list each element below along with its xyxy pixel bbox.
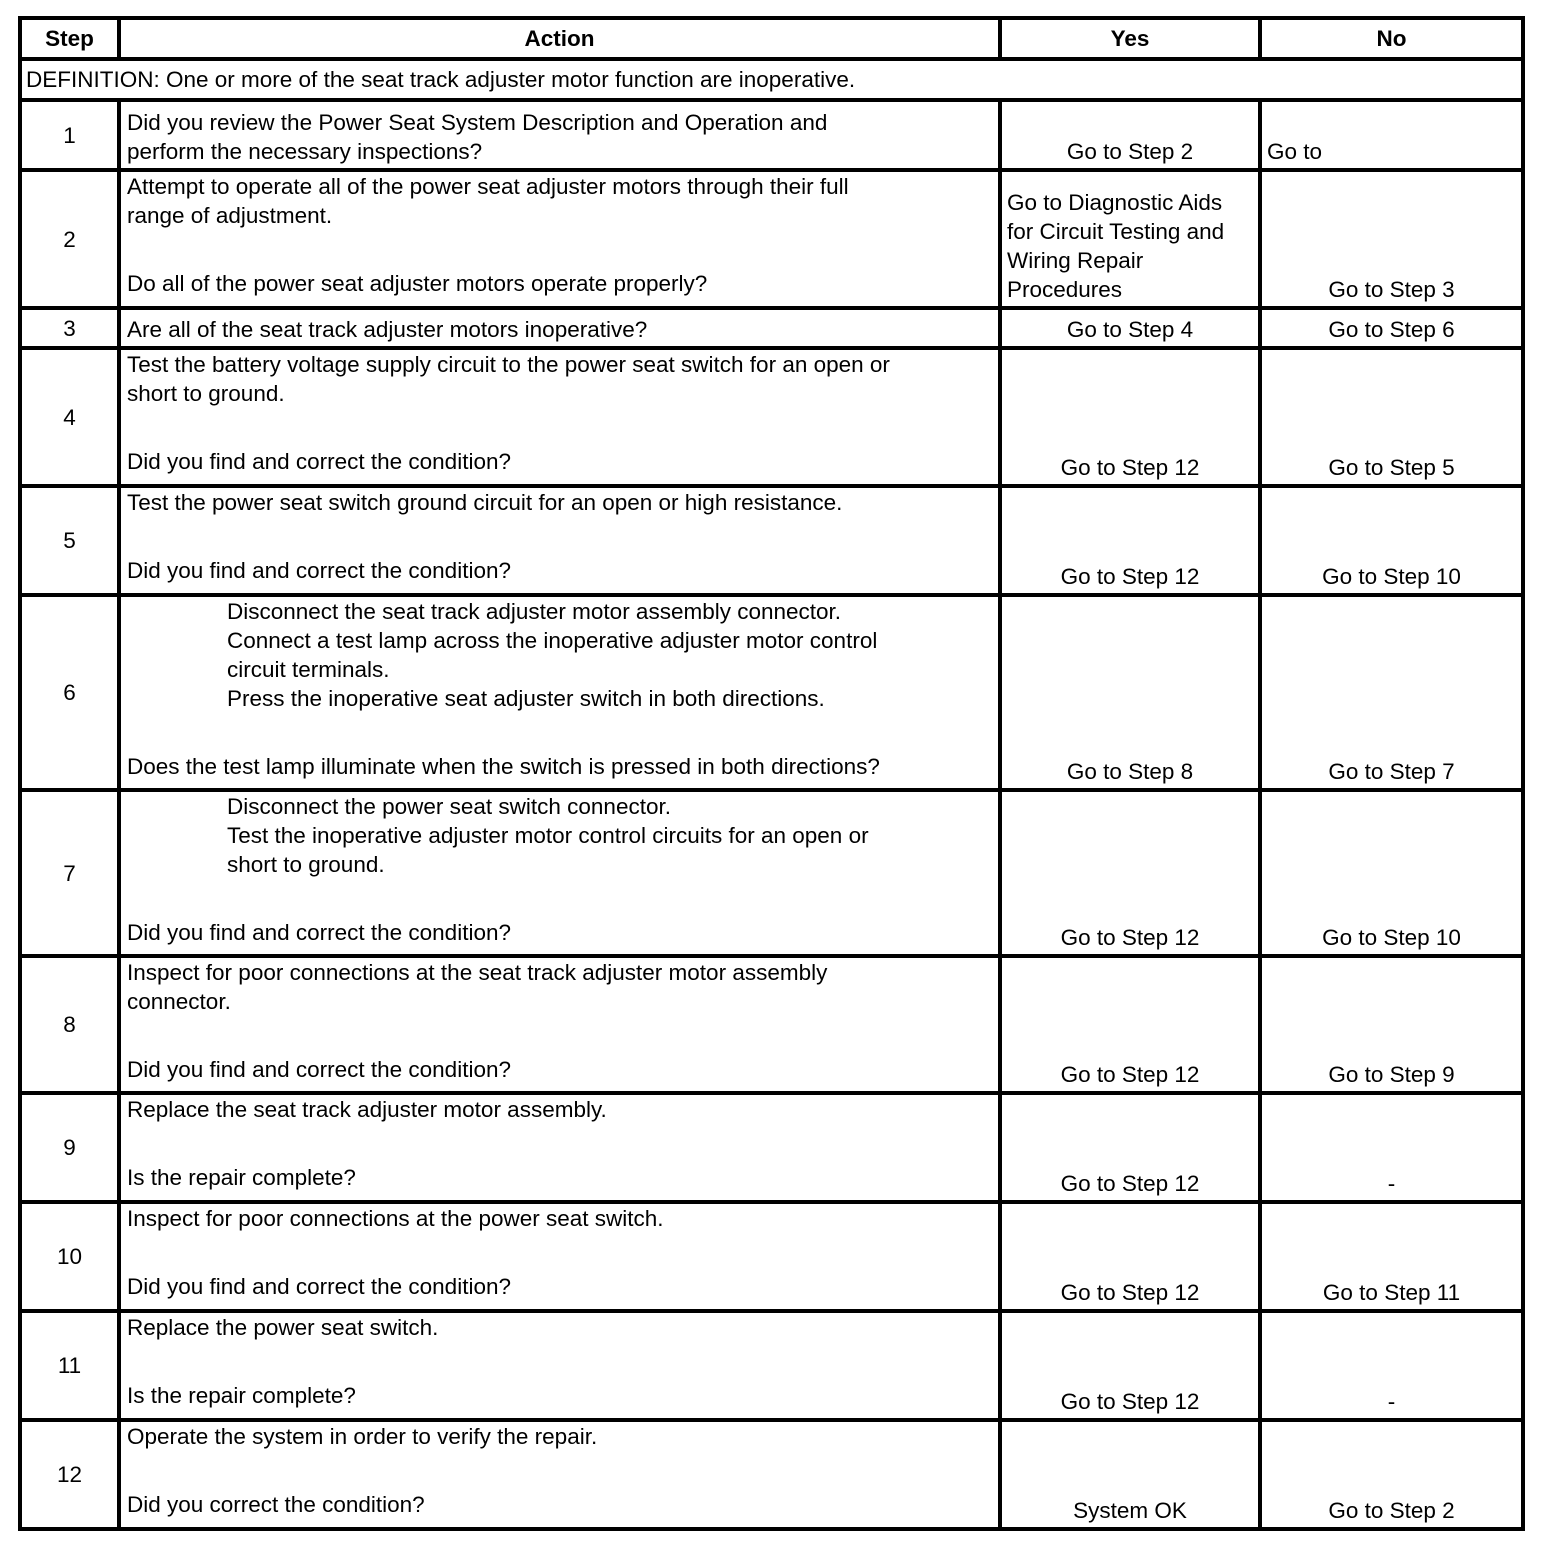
action-line: Test the battery voltage supply circuit to the power seat switch for an open or bbox=[127, 352, 890, 377]
action-line: Did you review the Power Seat System Description and Operation and bbox=[127, 110, 828, 135]
action-cell bbox=[119, 1420, 1000, 1529]
no-cell: Go to bbox=[1260, 100, 1523, 170]
table-row bbox=[20, 595, 1523, 790]
action-line: short to ground. bbox=[227, 852, 385, 877]
no-cell: Go to Step 7 bbox=[1260, 595, 1523, 790]
table-row bbox=[20, 790, 1523, 956]
action-cell bbox=[119, 1202, 1000, 1311]
action-line: Test the power seat switch ground circuit for an open or high resistance. bbox=[127, 490, 843, 515]
action-line: Test the inoperative adjuster motor control circuits for an open or bbox=[227, 823, 869, 848]
action-line: circuit terminals. bbox=[227, 657, 390, 682]
table-row bbox=[20, 170, 1523, 308]
action-cell bbox=[119, 486, 1000, 595]
no-cell: Go to Step 10 bbox=[1260, 486, 1523, 595]
diagnostic-table bbox=[18, 16, 1525, 1531]
definition-row bbox=[20, 59, 1523, 100]
yes-cell: Go to Step 4 bbox=[1000, 308, 1260, 348]
step-number: 3 bbox=[20, 308, 119, 348]
yes-line: Procedures bbox=[1007, 277, 1123, 302]
yes-cell bbox=[1000, 170, 1260, 308]
table-row bbox=[20, 1311, 1523, 1420]
action-cell bbox=[119, 595, 1000, 790]
action-question: Did you find and correct the condition? bbox=[127, 920, 511, 945]
yes-line: for Circuit Testing and bbox=[1007, 219, 1225, 244]
action-line: Inspect for poor connections at the power seat switch. bbox=[127, 1206, 664, 1231]
no-cell: Go to Step 3 bbox=[1260, 170, 1523, 308]
yes-cell: Go to Step 12 bbox=[1000, 486, 1260, 595]
action-line: range of adjustment. bbox=[127, 203, 333, 228]
no-cell: - bbox=[1260, 1093, 1523, 1202]
table-row bbox=[20, 348, 1523, 486]
step-number: 2 bbox=[20, 170, 119, 308]
table-row bbox=[20, 100, 1523, 170]
action-question: Did you find and correct the condition? bbox=[127, 558, 511, 583]
action-line: Inspect for poor connections at the seat track adjuster motor assembly bbox=[127, 960, 828, 985]
action-cell bbox=[119, 1311, 1000, 1420]
yes-cell: Go to Step 8 bbox=[1000, 595, 1260, 790]
yes-cell: Go to Step 12 bbox=[1000, 1202, 1260, 1311]
yes-line: Go to Diagnostic Aids bbox=[1007, 190, 1223, 215]
header-yes: Yes bbox=[1000, 18, 1260, 59]
step-number: 12 bbox=[20, 1420, 119, 1529]
no-cell: Go to Step 9 bbox=[1260, 956, 1523, 1093]
action-cell bbox=[119, 348, 1000, 486]
table-row bbox=[20, 486, 1523, 595]
action-line: Press the inoperative seat adjuster switch in both directions. bbox=[227, 686, 825, 711]
yes-cell: Go to Step 12 bbox=[1000, 348, 1260, 486]
step-number: 8 bbox=[20, 956, 119, 1093]
table-row bbox=[20, 956, 1523, 1093]
yes-cell: Go to Step 12 bbox=[1000, 790, 1260, 956]
action-line: Disconnect the seat track adjuster motor assembly connector. bbox=[227, 599, 842, 624]
header-action: Action bbox=[119, 18, 1000, 59]
yes-cell: Go to Step 12 bbox=[1000, 1311, 1260, 1420]
table-row bbox=[20, 1093, 1523, 1202]
step-number: 11 bbox=[20, 1311, 119, 1420]
table-row bbox=[20, 308, 1523, 348]
step-number: 7 bbox=[20, 790, 119, 956]
no-cell: - bbox=[1260, 1311, 1523, 1420]
action-cell bbox=[119, 308, 1000, 348]
header-step: Step bbox=[20, 18, 119, 59]
action-cell bbox=[119, 956, 1000, 1093]
action-question: Do all of the power seat adjuster motors operate properly? bbox=[127, 271, 708, 296]
yes-cell: System OK bbox=[1000, 1420, 1260, 1529]
action-line: Operate the system in order to verify the repair. bbox=[127, 1424, 598, 1449]
step-number: 10 bbox=[20, 1202, 119, 1311]
yes-line: Wiring Repair bbox=[1007, 248, 1144, 273]
yes-cell: Go to Step 12 bbox=[1000, 956, 1260, 1093]
action-line: Are all of the seat track adjuster motors inoperative? bbox=[127, 317, 648, 342]
step-number: 5 bbox=[20, 486, 119, 595]
action-line: Replace the power seat switch. bbox=[127, 1315, 439, 1340]
action-cell bbox=[119, 170, 1000, 308]
action-line: short to ground. bbox=[127, 381, 285, 406]
definition-text: DEFINITION: One or more of the seat track adjuster motor function are inoperative. bbox=[20, 59, 1523, 100]
action-line: Replace the seat track adjuster motor assembly. bbox=[127, 1097, 607, 1122]
yes-cell: Go to Step 2 bbox=[1000, 100, 1260, 170]
step-number: 1 bbox=[20, 100, 119, 170]
header-row bbox=[20, 18, 1523, 59]
table-row bbox=[20, 1420, 1523, 1529]
action-question: Did you find and correct the condition? bbox=[127, 1274, 511, 1299]
action-line: connector. bbox=[127, 989, 231, 1014]
header-no: No bbox=[1260, 18, 1523, 59]
action-question: Is the repair complete? bbox=[127, 1383, 356, 1408]
no-cell: Go to Step 11 bbox=[1260, 1202, 1523, 1311]
action-line: Connect a test lamp across the inoperative adjuster motor control bbox=[227, 628, 878, 653]
no-cell: Go to Step 2 bbox=[1260, 1420, 1523, 1529]
action-question: Did you find and correct the condition? bbox=[127, 1057, 511, 1082]
table-row bbox=[20, 1202, 1523, 1311]
action-question: Does the test lamp illuminate when the switch is pressed in both directions? bbox=[127, 754, 880, 779]
action-line: perform the necessary inspections? bbox=[127, 139, 483, 164]
action-cell bbox=[119, 100, 1000, 170]
no-cell: Go to Step 10 bbox=[1260, 790, 1523, 956]
action-question: Did you correct the condition? bbox=[127, 1492, 425, 1517]
action-question: Is the repair complete? bbox=[127, 1165, 356, 1190]
action-question: Did you find and correct the condition? bbox=[127, 449, 511, 474]
yes-cell: Go to Step 12 bbox=[1000, 1093, 1260, 1202]
action-cell bbox=[119, 790, 1000, 956]
no-cell: Go to Step 5 bbox=[1260, 348, 1523, 486]
action-line: Attempt to operate all of the power seat adjuster motors through their full bbox=[127, 174, 849, 199]
action-line: Disconnect the power seat switch connector. bbox=[227, 794, 671, 819]
step-number: 9 bbox=[20, 1093, 119, 1202]
action-cell bbox=[119, 1093, 1000, 1202]
step-number: 4 bbox=[20, 348, 119, 486]
step-number: 6 bbox=[20, 595, 119, 790]
no-cell: Go to Step 6 bbox=[1260, 308, 1523, 348]
